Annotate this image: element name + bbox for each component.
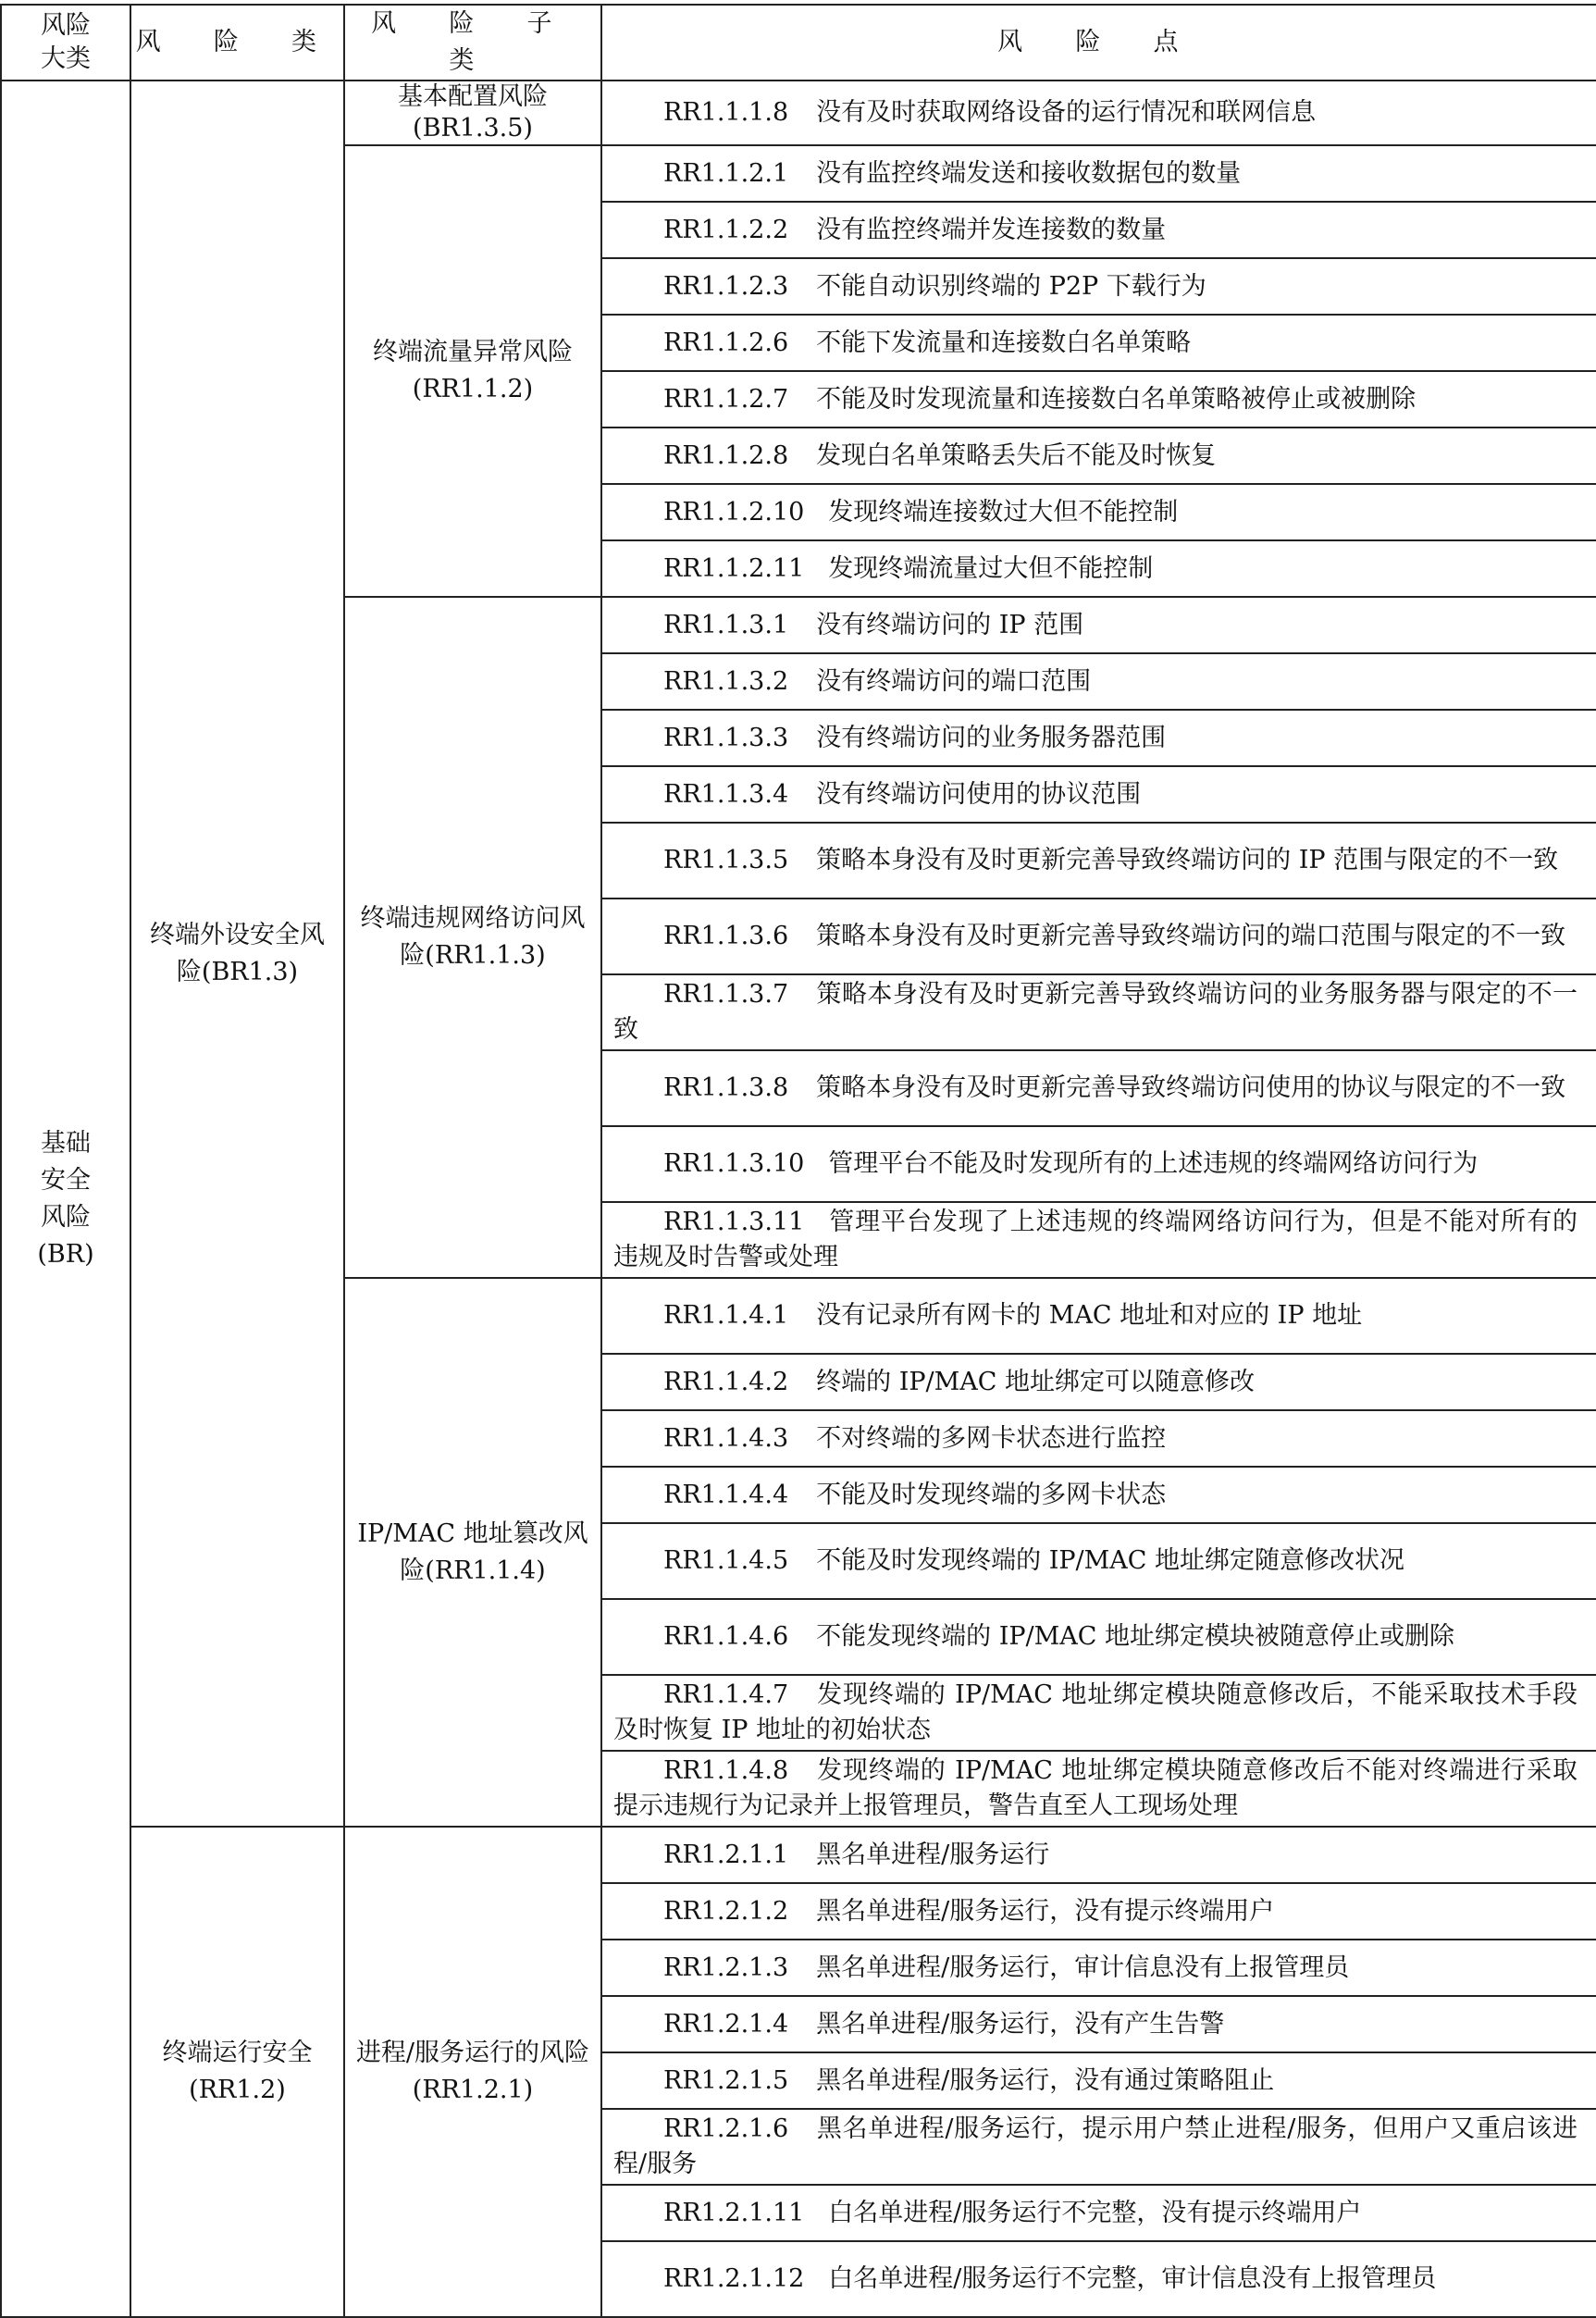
risk-point-text: 没有终端访问的业务服务器范围	[816, 723, 1167, 752]
risk-point-text: 不能自动识别终端的 P2P 下载行为	[816, 271, 1206, 301]
subcategory-label: 终端违规网络访问风险(RR1.1.3)	[360, 904, 586, 970]
risk-point-cell	[601, 1599, 1596, 1675]
header-points	[601, 5, 1596, 81]
risk-point-code: RR1.1.2.1	[663, 158, 789, 188]
risk-point-text: 发现终端的 IP/MAC 地址绑定模块随意修改后，不能采取技术手段及时恢复 IP 地址的初始状态	[613, 1680, 1577, 1744]
risk-point-code: RR1.2.1.11	[663, 2198, 805, 2227]
header-points-label: 风 险 点	[997, 28, 1201, 56]
risk-point-code: RR1.2.1.1	[663, 1840, 789, 1869]
risk-point-code: RR1.1.4.6	[663, 1622, 789, 1651]
risk-point-code: RR1.1.4.3	[663, 1423, 789, 1453]
risk-point-text: 白名单进程/服务运行不完整，审计信息没有上报管理员	[828, 2264, 1437, 2293]
risk-point-cell	[601, 899, 1596, 974]
risk-point-cell	[601, 1751, 1596, 1827]
risk-table	[0, 4, 1596, 2318]
risk-point-text: 不能及时发现终端的多网卡状态	[816, 1480, 1167, 1509]
risk-point-cell	[601, 540, 1596, 597]
risk-point-text: 没有终端访问的 IP 范围	[816, 610, 1084, 639]
risk-point-text: 管理平台不能及时发现所有的上述违规的终端网络访问行为	[828, 1149, 1478, 1178]
table-row	[1, 1827, 1596, 1883]
risk-point-cell	[601, 81, 1596, 145]
risk-point-cell	[601, 1827, 1596, 1883]
risk-point-text: 黑名单进程/服务运行，提示用户禁止进程/服务，但用户又重启该进程/服务	[613, 2114, 1577, 2178]
category-cell	[130, 81, 344, 1827]
risk-point-cell	[601, 974, 1596, 1050]
major-category-label: 基础安全风险(BR)	[37, 1128, 94, 1269]
risk-point-code: RR1.1.3.2	[663, 666, 789, 696]
risk-point-code: RR1.1.3.5	[663, 846, 789, 874]
subcategory-cell	[344, 1278, 601, 1827]
header-major-label: 风险大类	[41, 11, 91, 73]
risk-point-text: 策略本身没有及时更新完善导致终端访问的业务服务器与限定的不一致	[613, 980, 1577, 1044]
risk-point-text: 没有监控终端并发连接数的数量	[816, 215, 1167, 244]
risk-point-code: RR1.1.4.5	[663, 1546, 789, 1575]
risk-point-text: 不能及时发现终端的 IP/MAC 地址绑定随意修改状况	[816, 1546, 1405, 1575]
risk-point-text: 白名单进程/服务运行不完整，没有提示终端用户	[828, 2198, 1362, 2227]
risk-point-cell	[601, 766, 1596, 823]
risk-point-code: RR1.1.4.2	[663, 1367, 789, 1396]
risk-point-code: RR1.1.2.8	[663, 440, 789, 470]
risk-point-code: RR1.2.1.2	[663, 1896, 789, 1926]
risk-point-code: RR1.2.1.6	[663, 2114, 789, 2143]
risk-point-cell	[601, 1996, 1596, 2052]
risk-point-cell	[601, 1410, 1596, 1467]
risk-point-code: RR1.1.2.3	[663, 271, 789, 301]
subcategory-cell	[344, 597, 601, 1278]
risk-point-code: RR1.1.4.8	[663, 1756, 789, 1785]
risk-point-cell	[601, 653, 1596, 710]
risk-point-code: RR1.1.2.11	[663, 553, 805, 583]
risk-point-code: RR1.1.3.1	[663, 610, 789, 639]
subcategory-label: 终端流量异常风险(RR1.1.2)	[373, 338, 573, 403]
risk-point-text: 策略本身没有及时更新完善导致终端访问的端口范围与限定的不一致	[816, 922, 1566, 950]
risk-point-text: 没有记录所有网卡的 MAC 地址和对应的 IP 地址	[816, 1301, 1363, 1330]
risk-point-text: 发现白名单策略丢失后不能及时恢复	[816, 440, 1217, 470]
risk-point-cell	[601, 597, 1596, 653]
header-subcategory	[344, 5, 601, 81]
risk-point-text: 发现终端流量过大但不能控制	[828, 553, 1154, 583]
risk-point-code: RR1.1.3.6	[663, 922, 789, 950]
risk-point-text: 不对终端的多网卡状态进行监控	[816, 1423, 1167, 1453]
header-category	[130, 5, 344, 81]
risk-point-text: 策略本身没有及时更新完善导致终端访问使用的协议与限定的不一致	[816, 1073, 1566, 1102]
risk-point-text: 不能发现终端的 IP/MAC 地址绑定模块被随意停止或删除	[816, 1622, 1455, 1651]
risk-point-text: 黑名单进程/服务运行，没有产生告警	[816, 2009, 1225, 2039]
risk-point-code: RR1.2.1.5	[663, 2065, 789, 2095]
risk-point-code: RR1.1.2.7	[663, 384, 789, 414]
risk-point-cell	[601, 1126, 1596, 1202]
table-body	[1, 81, 1596, 2317]
risk-point-cell	[601, 315, 1596, 371]
risk-point-code: RR1.1.4.4	[663, 1480, 789, 1509]
risk-point-cell	[601, 484, 1596, 540]
table-row	[1, 81, 1596, 145]
risk-point-code: RR1.1.2.10	[663, 497, 805, 527]
risk-point-cell	[601, 1675, 1596, 1751]
subcategory-label: 进程/服务运行的风险(RR1.2.1)	[355, 2039, 590, 2104]
header-row	[1, 5, 1596, 81]
risk-point-code: RR1.1.4.7	[663, 1680, 789, 1709]
category-label: 终端外设安全风险(BR1.3)	[150, 920, 325, 986]
risk-point-cell	[601, 258, 1596, 315]
category-cell	[130, 1827, 344, 2317]
risk-point-cell	[601, 1354, 1596, 1410]
risk-point-cell	[601, 2241, 1596, 2317]
risk-point-text: 没有终端访问使用的协议范围	[816, 779, 1142, 809]
risk-point-text: 不能及时发现流量和连接数白名单策略被停止或被删除	[816, 384, 1417, 414]
risk-point-cell	[601, 823, 1596, 899]
risk-point-cell	[601, 1467, 1596, 1523]
header-category-label: 风 险 类	[135, 28, 340, 56]
subcategory-cell	[344, 1827, 601, 2317]
risk-point-cell	[601, 428, 1596, 484]
risk-point-text: 没有监控终端发送和接收数据包的数量	[816, 158, 1242, 188]
risk-point-text: 黑名单进程/服务运行，审计信息没有上报管理员	[816, 1952, 1350, 1982]
risk-point-text: 没有终端访问的端口范围	[816, 666, 1092, 696]
subcategory-label: IP/MAC 地址篡改风险(RR1.1.4)	[357, 1518, 588, 1585]
risk-point-cell	[601, 1940, 1596, 1996]
risk-point-text: 黑名单进程/服务运行，没有通过策略阻止	[816, 2065, 1275, 2095]
risk-point-text: 终端的 IP/MAC 地址绑定可以随意修改	[816, 1367, 1256, 1396]
risk-point-cell	[601, 2109, 1596, 2185]
risk-point-code: RR1.1.3.7	[663, 980, 789, 1009]
subcategory-cell	[344, 81, 601, 145]
risk-point-cell	[601, 371, 1596, 428]
risk-point-text: 不能下发流量和连接数白名单策略	[816, 328, 1192, 357]
risk-point-code: RR1.1.2.2	[663, 215, 789, 244]
risk-point-cell	[601, 1050, 1596, 1126]
risk-point-text: 发现终端连接数过大但不能控制	[828, 497, 1179, 527]
risk-point-cell	[601, 1202, 1596, 1278]
risk-point-code: RR1.1.1.8	[663, 98, 789, 127]
risk-point-cell	[601, 1883, 1596, 1940]
risk-point-code: RR1.1.3.3	[663, 723, 789, 752]
risk-point-code: RR1.1.3.8	[663, 1073, 789, 1102]
risk-point-code: RR1.1.4.1	[663, 1301, 789, 1330]
risk-point-cell	[601, 1278, 1596, 1354]
risk-point-text: 没有及时获取网络设备的运行情况和联网信息	[816, 98, 1317, 127]
risk-point-text: 策略本身没有及时更新完善导致终端访问的 IP 范围与限定的不一致	[816, 846, 1559, 874]
header-subcategory-label: 风 险 子 类	[371, 9, 575, 75]
subcategory-label: 基本配置风险(BR1.3.5)	[398, 82, 548, 143]
major-category-cell	[1, 81, 130, 2317]
risk-point-cell	[601, 145, 1596, 202]
risk-point-text: 发现终端的 IP/MAC 地址绑定模块随意修改后不能对终端进行采取提示违规行为记录并上报管理员，警告直至人工现场处理	[613, 1756, 1577, 1820]
risk-point-code: RR1.1.3.10	[663, 1149, 805, 1178]
subcategory-cell	[344, 145, 601, 597]
risk-point-cell	[601, 2185, 1596, 2241]
risk-point-cell	[601, 710, 1596, 766]
risk-point-cell	[601, 1523, 1596, 1599]
category-label: 终端运行安全(RR1.2)	[162, 2039, 313, 2104]
risk-point-text: 黑名单进程/服务运行，没有提示终端用户	[816, 1896, 1275, 1926]
risk-point-cell	[601, 202, 1596, 258]
risk-point-code: RR1.2.1.4	[663, 2009, 789, 2039]
risk-point-code: RR1.2.1.12	[663, 2264, 805, 2293]
header-major	[1, 5, 130, 81]
risk-point-cell	[601, 2052, 1596, 2109]
risk-point-text: 管理平台发现了上述违规的终端网络访问行为，但是不能对所有的违规及时告警或处理	[613, 1208, 1577, 1271]
risk-point-code: RR1.1.3.4	[663, 779, 789, 809]
risk-point-code: RR1.2.1.3	[663, 1952, 789, 1982]
risk-point-code: RR1.1.2.6	[663, 328, 789, 357]
risk-point-code: RR1.1.3.11	[663, 1208, 805, 1236]
risk-point-text: 黑名单进程/服务运行	[816, 1840, 1050, 1869]
